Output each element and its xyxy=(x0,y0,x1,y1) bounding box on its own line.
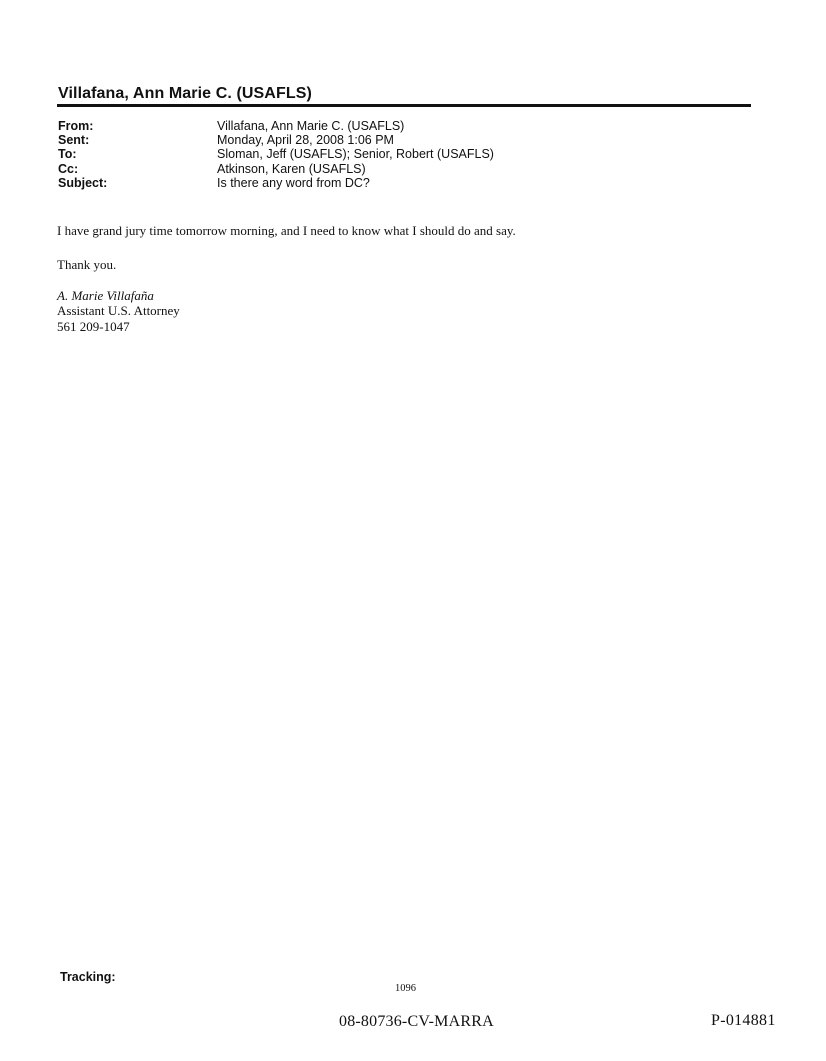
subject-row xyxy=(58,176,494,190)
case-number: 08-80736-CV-MARRA xyxy=(339,1013,494,1030)
sent-row xyxy=(58,133,494,147)
from-value: Villafana, Ann Marie C. (USAFLS) xyxy=(217,119,405,133)
from-label: From: xyxy=(58,119,94,133)
heading-rule xyxy=(57,104,751,107)
from-row xyxy=(58,119,494,133)
to-row xyxy=(58,147,494,161)
sent-label: Sent: xyxy=(58,133,90,148)
email-header-fields xyxy=(58,119,494,190)
signature-name: A. Marie Villafaña xyxy=(57,288,154,303)
subject-value: Is there any word from DC? xyxy=(217,175,370,190)
signature-title: Assistant U.S. Attorney xyxy=(57,303,180,319)
cc-row xyxy=(58,162,494,176)
page-number: 1096 xyxy=(395,983,416,994)
sent-value: Monday, April 28, 2008 1:06 PM xyxy=(217,133,394,148)
email-closing: Thank you. xyxy=(57,257,117,272)
signature-phone: 561 209-1047 xyxy=(57,318,130,334)
cc-value: Atkinson, Karen (USAFLS) xyxy=(217,161,366,176)
email-signature xyxy=(57,288,180,334)
to-label: To: xyxy=(58,147,77,162)
cc-label: Cc: xyxy=(58,161,79,176)
tracking-label: Tracking: xyxy=(60,970,116,984)
subject-label: Subject: xyxy=(58,175,108,190)
sender-heading: Villafana, Ann Marie C. (USAFLS) xyxy=(58,85,312,102)
bates-number: P-014881 xyxy=(711,1012,776,1029)
to-value: Sloman, Jeff (USAFLS); Senior, Robert (USAFLS) xyxy=(217,147,494,162)
email-body-paragraph: I have grand jury time tomorrow morning, and I need to know what I should do and say. xyxy=(57,223,516,238)
